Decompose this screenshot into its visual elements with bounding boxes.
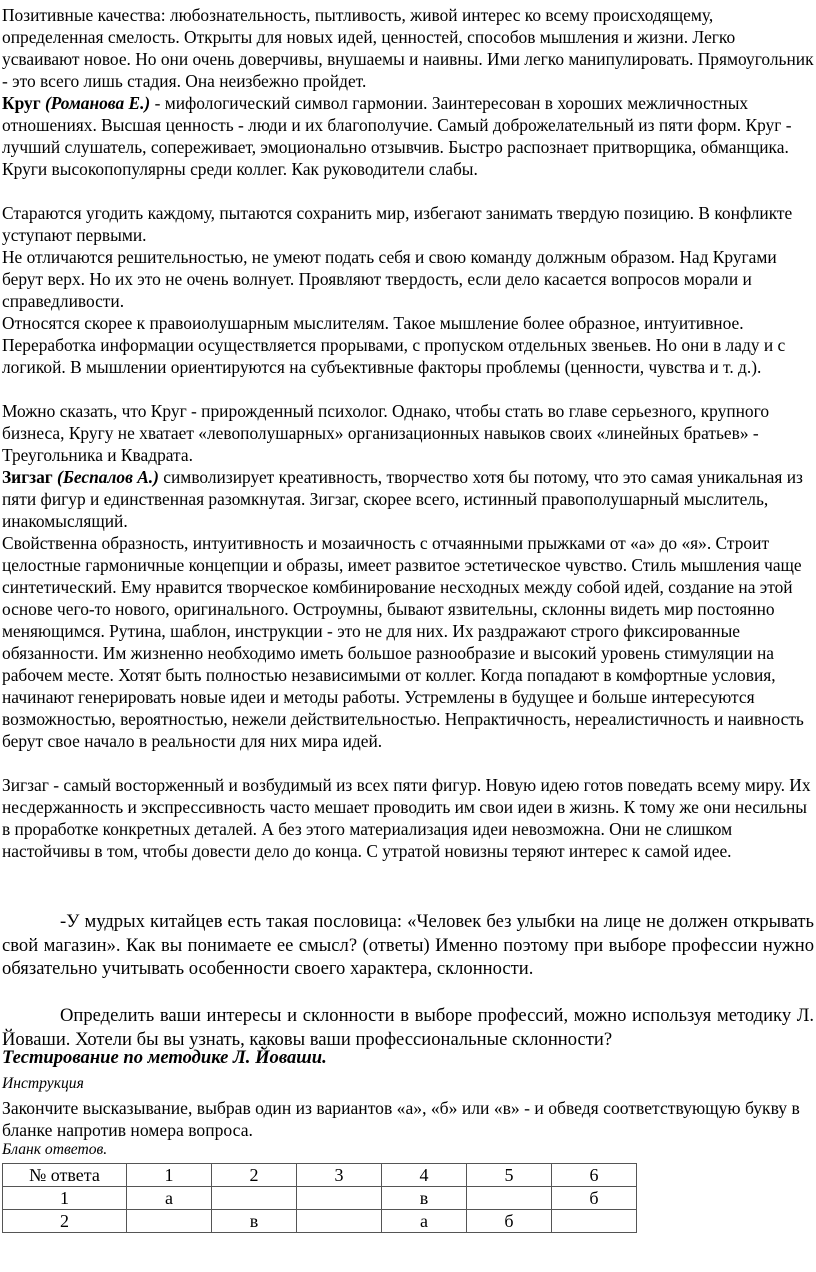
table-cell: б [552,1187,637,1210]
krug-text: - мифологический символ гармонии. Заинтересован в хороших межличностных отношениях. Высшая ценность - люди и их благополучие. Самый доброжелательный из пяти форм. Круг - лучший слушатель, сопереживает, эмоционально отзывчив. Быстро распознает притворщика, обманщика. Круги высокопопулярны среди коллег. Как руководители слабы. [2,93,792,179]
table-cell: 2 [3,1210,127,1233]
answer-table [2,1163,637,1233]
paragraph-imagery: Свойственна образность, интуитивность и мозаичность с отчаянными прыжками от «а» до «я». Строит целостные гармоничные концепции и образы, имеет развитое эстетическое чувство. Стиль мышления чаще синтетический. Ему нравится творческое комбинирование несходных между собой идей, создание на этой основе чего-то нового, оригинального. Остроумны, бывают язвительны, склонны видеть мир постоянно меняющимся. Рутина, шаблон, инструкции - это не для них. Их раздражают строго фиксированные обязанности. Им жизненно необходимо иметь большое разнообразие и высокий уровень стимуляции на рабочем месте. Хотят быть полностью независимыми от коллег. Когда попадают в комфортные условия, начинают генерировать новые идеи и методы работы. Устремлены в будущее и больше интересуются возможностью, вероятностью, нежели действительностью. Непрактичность, нереалистичность и наивность берут свое начало в реальности для них мира идей. [2,533,804,751]
paragraph-zigzag [2,466,814,532]
table-cell [297,1210,382,1233]
table-header-cell: № ответа [3,1164,127,1187]
table-header-cell: 1 [127,1164,212,1187]
table-header-cell: 4 [382,1164,467,1187]
table-cell [552,1210,637,1233]
table-cell: в [382,1187,467,1210]
zigzag-heading: Зигзаг [2,467,53,487]
paragraph-not-decisive: Не отличаются решительностью, не умеют подать себя и свою команду должным образом. Над Кругами берут верх. Но их это не очень волнует. Проявляют твердость, если дело касается вопросов морали и справедливости. [2,247,777,311]
table-cell [127,1210,212,1233]
instruction-text: Закончите высказывание, выбрав один из вариантов «а», «б» или «в» - и обведя соответствующую букву в бланке напротив номера вопроса. [2,1098,800,1140]
table-cell: в [212,1210,297,1233]
table-cell: б [467,1210,552,1233]
paragraph-psychologist: Можно сказать, что Круг - прирожденный психолог. Однако, чтобы стать во главе серьезного, крупного бизнеса, Кругу не хватает «левополушарных» организационных навыков своих «линейных братьев» - Треугольника и Квадрата. [2,401,770,465]
paragraph-krug [2,92,814,180]
table-header-cell: 6 [552,1164,637,1187]
answer-form-label: Бланк ответов. [2,1141,108,1158]
table-cell: а [127,1187,212,1210]
krug-author: (Романова Е.) [45,93,151,113]
table-cell [212,1187,297,1210]
table-header-row [3,1164,637,1187]
table-header-cell: 5 [467,1164,552,1187]
paragraph-enthusiastic: Зигзаг - самый восторженный и возбудимый из всех пяти фигур. Новую идею готов поведать всему миру. Их несдержанность и экспрессивность часто мешает проводить им свои идеи в жизнь. К тому же они несильны в проработке конкретных деталей. А без этого материализация идеи невозможна. Они не слишком настойчивы в том, чтобы довести дело до конца. С утратой новизны теряют интерес к самой идее. [2,775,811,861]
table-header-cell: 3 [297,1164,382,1187]
table-cell [297,1187,382,1210]
instruction-label: Инструкция [2,1075,84,1092]
table-cell [467,1187,552,1210]
paragraph-please-everyone: Стараются угодить каждому, пытаются сохранить мир, избегают занимать твердую позицию. В конфликте уступают первыми. [2,203,793,245]
zigzag-text: символизирует креативность, творчество хотя бы потому, что это самая уникальная из пяти фигур и единственная разомкнутая. Зигзаг, скорее всего, истинный правополушарный мыслитель, инакомыслящий. [2,467,803,531]
test-title: Тестирование по методике Л. Йоваши. [2,1047,327,1068]
paragraph-positive-qualities: Позитивные качества: любознательность, пытливость, живой интерес ко всему происходящему, определенная смелость. Открыты для новых идей, ценностей, способов мышления и жизни. Легко усваивают новое. Но они очень доверчивы, внушаемы и наивны. Ими легко манипулировать. Прямоугольник - это всего лишь стадия. Она неизбежно пройдет. [2,5,814,91]
paragraph-chinese-proverb: -У мудрых китайцев есть такая пословица: «Человек без улыбки на лице не должен открывать свой магазин». Как вы понимаете ее смысл? (ответы) Именно поэтому при выборе профессии нужно обязательно учитывать особенности своего характера, склонности. [2,911,814,980]
krug-heading: Круг [2,93,41,113]
paragraph-thinkers: Относятся скорее к правоиолушарным мыслителям. Такое мышление более образное, интуитивное. Переработка информации осуществляется прорывами, с пропуском отдельных звеньев. Но они в ладу и с логикой. В мышлении ориентируются на субъективные факторы проблемы (ценности, чувства и т. д.). [2,313,786,377]
table-row [3,1187,637,1210]
table-row [3,1210,637,1233]
paragraph-define-interests: Определить ваши интересы и склонности в выборе профессий, можно используя методику Л. Йоваши. Хотели бы вы узнать, каковы ваши профессиональные склонности? [2,1005,814,1050]
table-cell: а [382,1210,467,1233]
table-header-cell: 2 [212,1164,297,1187]
zigzag-author: (Беспалов А.) [57,467,159,487]
table-cell: 1 [3,1187,127,1210]
